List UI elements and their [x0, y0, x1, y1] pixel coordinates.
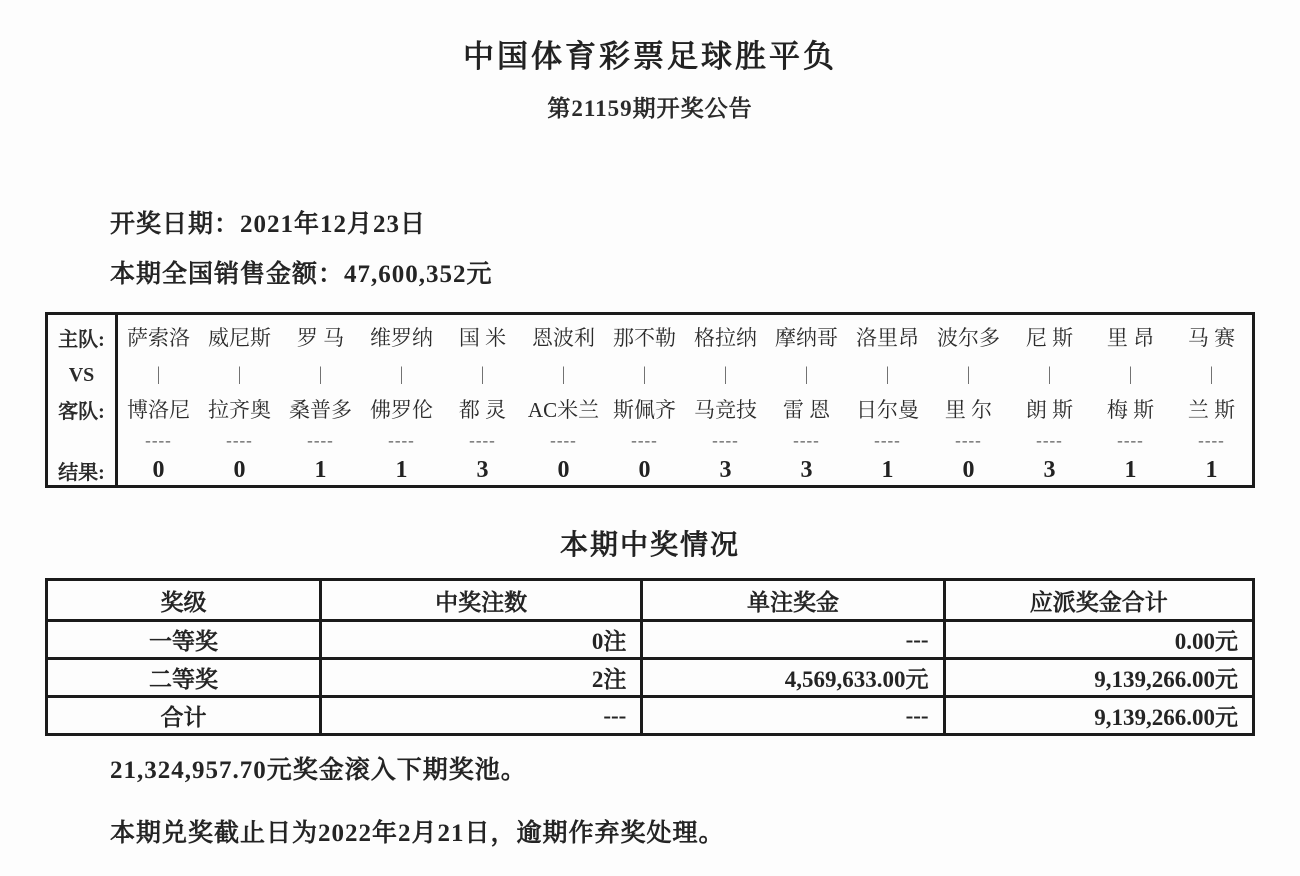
match-result: 0 [638, 456, 651, 483]
vs-bar: | [1128, 364, 1133, 385]
deadline-note: 本期兑奖截止日为2022年2月21日，逾期作弃奖处理。 [110, 820, 725, 847]
issue-subtitle: 第21159期开奖公告 [547, 96, 753, 121]
match-column-6 [523, 315, 604, 485]
away-team: 日尔曼 [856, 398, 919, 422]
home-team: 恩波利 [532, 326, 595, 350]
prize-row-first [48, 619, 1252, 657]
match-column-8 [685, 315, 766, 485]
separator-dashes: ---- [1036, 431, 1063, 450]
match-results-table [45, 312, 1255, 488]
match-result: 1 [1124, 456, 1137, 483]
home-team: 维罗纳 [370, 326, 433, 350]
away-team: 马竞技 [694, 398, 757, 422]
match-column-3 [280, 315, 361, 485]
sales-amount-line: 本期全国销售金额：47,600,352元 [110, 261, 493, 288]
match-column-7 [604, 315, 685, 485]
vs-bar: | [966, 364, 971, 385]
home-team: 波尔多 [937, 326, 1000, 350]
draw-date-line: 开奖日期：2021年12月23日 [110, 211, 427, 238]
match-column-10 [847, 315, 928, 485]
prize-per-bet: --- [640, 698, 942, 733]
match-column-2 [199, 315, 280, 485]
match-result: 1 [395, 456, 408, 483]
separator-dashes: ---- [307, 431, 334, 450]
match-column-9 [766, 315, 847, 485]
match-column-13 [1090, 315, 1171, 485]
separator-dashes: ---- [631, 431, 658, 450]
match-result: 3 [719, 456, 732, 483]
prize-level: 二等奖 [148, 667, 218, 692]
total-payout: 9,139,266.00元 [943, 698, 1252, 733]
match-column-14 [1171, 315, 1252, 485]
header-winning-bets: 中奖注数 [319, 581, 640, 619]
separator-dashes: ---- [388, 431, 415, 450]
total-payout: 0.00元 [943, 622, 1252, 657]
separator-dashes: ---- [712, 431, 739, 450]
match-column-5 [442, 315, 523, 485]
vs-bar: | [885, 364, 890, 385]
total-payout: 9,139,266.00元 [943, 660, 1252, 695]
match-column-1 [118, 315, 199, 485]
vs-bar: | [723, 364, 728, 385]
home-team: 尼 斯 [1025, 326, 1074, 350]
separator-dashes: ---- [955, 431, 982, 450]
prize-level: 一等奖 [148, 629, 218, 654]
vs-bar: | [804, 364, 809, 385]
prize-per-bet: --- [640, 622, 942, 657]
match-result: 0 [962, 456, 975, 483]
separator-dashes: ---- [874, 431, 901, 450]
home-team: 萨索洛 [127, 326, 190, 350]
separator-dashes: ---- [145, 431, 172, 450]
match-column-12 [1009, 315, 1090, 485]
home-team: 摩纳哥 [775, 326, 838, 350]
winning-bets: 0注 [319, 622, 640, 657]
vs-row-label: VS [68, 363, 95, 386]
away-team: 斯佩齐 [613, 398, 676, 422]
vs-bar: | [1209, 364, 1214, 385]
away-team: 雷 恩 [782, 398, 831, 422]
vs-bar: | [642, 364, 647, 385]
separator-dashes: ---- [793, 431, 820, 450]
rollover-note: 21,324,957.70元奖金滚入下期奖池。 [110, 757, 527, 784]
separator-dashes: ---- [1117, 431, 1144, 450]
away-team: 佛罗伦 [370, 398, 433, 422]
match-result: 3 [800, 456, 813, 483]
match-result: 3 [1043, 456, 1056, 483]
away-team: AC米兰 [527, 398, 600, 422]
match-result: 0 [233, 456, 246, 483]
header-total-payout: 应派奖金合计 [943, 581, 1252, 619]
away-team: 博洛尼 [127, 398, 190, 422]
separator-dashes: ---- [226, 431, 253, 450]
prize-per-bet: 4,569,633.00元 [640, 660, 942, 695]
prize-table-header-row [48, 581, 1252, 619]
match-result: 1 [314, 456, 327, 483]
home-team: 那不勒 [613, 326, 676, 350]
match-result: 1 [1205, 456, 1218, 483]
home-team: 马 赛 [1187, 326, 1236, 350]
match-result: 0 [152, 456, 165, 483]
away-team: 都 灵 [458, 398, 507, 422]
away-row-label: 客队: [58, 400, 105, 423]
winning-bets: --- [319, 698, 640, 733]
prize-table [45, 578, 1255, 736]
match-result: 3 [476, 456, 489, 483]
vs-bar: | [237, 364, 242, 385]
home-team: 国 米 [458, 326, 507, 350]
away-team: 梅 斯 [1106, 398, 1155, 422]
prize-row-second [48, 657, 1252, 695]
home-team: 威尼斯 [208, 326, 271, 350]
winning-bets: 2注 [319, 660, 640, 695]
match-result: 0 [557, 456, 570, 483]
away-team: 桑普多 [289, 398, 352, 422]
result-row-label: 结果: [58, 461, 105, 484]
header-prize-level: 奖级 [160, 589, 207, 615]
home-team: 洛里昂 [856, 326, 919, 350]
home-team: 里 昂 [1106, 326, 1155, 350]
separator-dashes: ---- [469, 431, 496, 450]
vs-bar: | [318, 364, 323, 385]
vs-bar: | [561, 364, 566, 385]
home-team: 格拉纳 [694, 326, 757, 350]
match-column-4 [361, 315, 442, 485]
page-title: 中国体育彩票足球胜平负 [463, 39, 837, 74]
match-table-row-labels [48, 315, 118, 485]
prize-row-total [48, 695, 1252, 733]
match-result: 1 [881, 456, 894, 483]
vs-bar: | [480, 364, 485, 385]
header-prize-per-bet: 单注奖金 [640, 581, 942, 619]
vs-bar: | [156, 364, 161, 385]
winning-section-heading: 本期中奖情况 [559, 530, 740, 561]
match-column-11 [928, 315, 1009, 485]
home-row-label: 主队: [58, 328, 105, 351]
home-team: 罗 马 [296, 326, 345, 350]
away-team: 兰 斯 [1187, 398, 1236, 422]
away-team: 拉齐奥 [208, 398, 271, 422]
away-team: 朗 斯 [1025, 398, 1074, 422]
separator-dashes: ---- [550, 431, 577, 450]
separator-dashes: ---- [1198, 431, 1225, 450]
vs-bar: | [399, 364, 404, 385]
away-team: 里 尔 [944, 398, 993, 422]
prize-level: 合计 [160, 705, 207, 730]
vs-bar: | [1047, 364, 1052, 385]
